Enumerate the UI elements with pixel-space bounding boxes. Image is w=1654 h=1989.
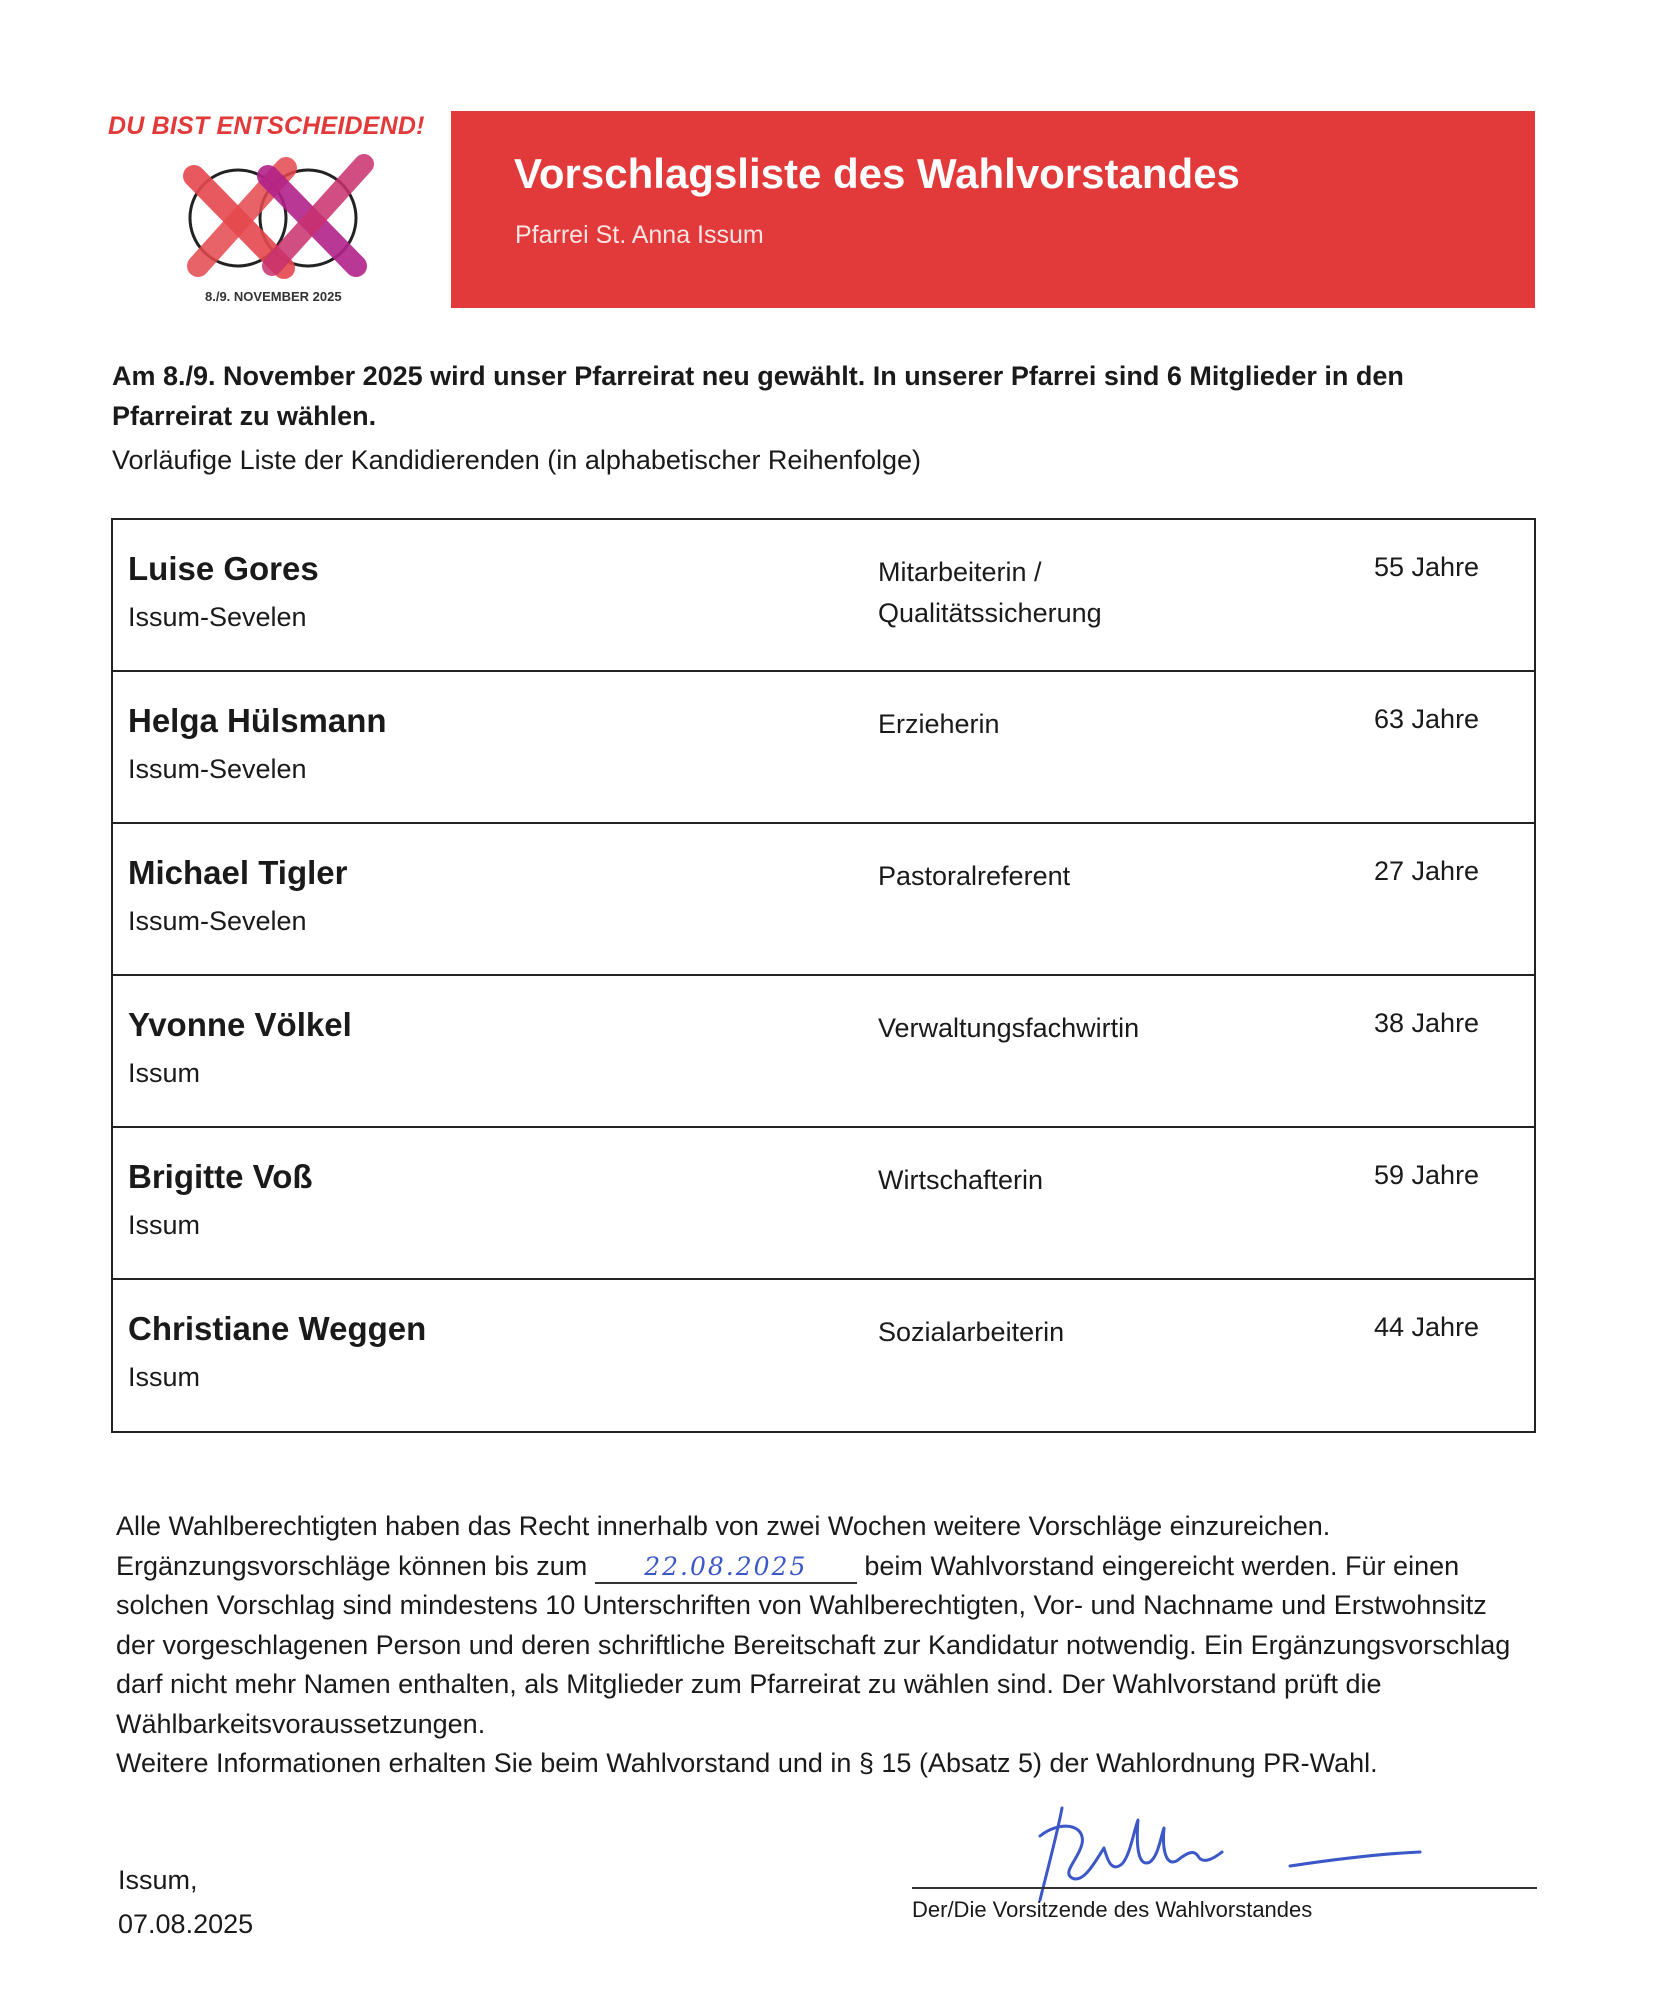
candidate-age: 59 Jahre xyxy=(1374,1160,1480,1190)
signature-loop-stroke xyxy=(1040,1820,1222,1879)
candidate-name: Yvonne Völkel xyxy=(128,1006,352,1043)
signature-tail-stroke xyxy=(1290,1852,1420,1866)
candidate-occupation: Pastoralreferent xyxy=(878,861,1071,891)
candidate-row xyxy=(113,1128,1534,1280)
candidate-row xyxy=(113,824,1534,976)
deadline-handwritten: 22.08.2025 xyxy=(644,1551,808,1581)
candidate-name: Christiane Weggen xyxy=(128,1310,427,1347)
candidate-name: Brigitte Voß xyxy=(128,1158,313,1195)
signature-caption: Der/Die Vorsitzende des Wahlvorstandes xyxy=(912,1897,1313,1922)
rules-right-text: Alle Wahlberechtigten haben das Recht innerhalb von zwei Wochen weitere Vorschläge einzureichen. xyxy=(116,1511,1331,1541)
candidate-age: 44 Jahre xyxy=(1374,1312,1480,1342)
rules-info-text: Weitere Informationen erhalten Sie beim Wahlvorstand und in § 15 (Absatz 5) der Wahlordnung PR-Wahl. xyxy=(116,1748,1378,1778)
candidate-occupation: Erzieherin xyxy=(878,709,1000,739)
page-title: Vorschlagsliste des Wahlvorstandes xyxy=(514,150,1240,197)
header-banner xyxy=(451,111,1535,308)
candidate-occupation: Verwaltungsfachwirtin xyxy=(878,1013,1140,1043)
candidate-place: Issum xyxy=(128,1362,201,1392)
candidate-age: 63 Jahre xyxy=(1374,704,1480,734)
logo-slogan: DU BIST ENTSCHEIDEND! xyxy=(108,112,425,140)
candidate-occupation: Sozialarbeiterin xyxy=(878,1317,1065,1347)
issue-date: 07.08.2025 xyxy=(118,1909,254,1939)
candidate-name: Michael Tigler xyxy=(128,854,348,891)
candidate-age: 27 Jahre xyxy=(1374,856,1480,886)
deadline-field xyxy=(595,1551,857,1584)
submission-rules xyxy=(116,1507,1526,1784)
parish-subtitle: Pfarrei St. Anna Issum xyxy=(515,221,764,249)
candidate-row xyxy=(113,976,1534,1128)
candidate-age: 38 Jahre xyxy=(1374,1008,1480,1038)
candidate-row xyxy=(113,672,1534,824)
candidate-row xyxy=(113,520,1534,672)
double-x-election-logo-icon xyxy=(176,148,376,286)
candidate-place: Issum-Sevelen xyxy=(128,602,307,632)
candidate-name: Luise Gores xyxy=(128,550,319,587)
rules-deadline-prefix: Ergänzungsvorschläge können bis zum xyxy=(116,1550,588,1581)
signature-line xyxy=(912,1887,1537,1889)
candidate-age: 55 Jahre xyxy=(1374,552,1480,582)
candidate-place: Issum-Sevelen xyxy=(128,906,307,936)
candidate-occupation: Wirtschafterin xyxy=(878,1165,1044,1195)
candidate-place: Issum xyxy=(128,1210,201,1240)
candidate-table xyxy=(111,518,1536,1433)
place: Issum, xyxy=(118,1865,198,1895)
candidate-place: Issum-Sevelen xyxy=(128,754,307,784)
list-note: Vorläufige Liste der Kandidierenden (in alphabetischer Reihenfolge) xyxy=(112,445,922,475)
candidate-place: Issum xyxy=(128,1058,201,1088)
candidate-occupation: Mitarbeiterin / Qualitätssicherung xyxy=(878,557,1102,628)
place-date-block xyxy=(118,1858,253,1946)
candidate-row xyxy=(113,1280,1534,1432)
election-statement: Am 8./9. November 2025 wird unser Pfarreirat neu gewählt. In unserer Pfarrei sind 6 Mitglieder in den Pfarreirat zu wählen. xyxy=(112,361,1404,431)
logo-date: 8./9. NOVEMBER 2025 xyxy=(205,289,342,304)
candidate-name: Helga Hülsmann xyxy=(128,702,387,739)
rules-requirements-text: beim Wahlvorstand eingereicht werden. Für einen solchen Vorschlag sind mindestens 10 Unterschriften von Wahlberechtigten, Vor- und Nachname und Erstwohnsitz der vorgeschlagenen Person und deren schriftliche Bereitschaft zur Kandidatur notwendig. Ein Ergänzungsvorschlag darf nicht mehr Namen enthalten, als Mitglieder zum Pfarreirat zu wählen sind. Der Wahlvorstand prüft die Wählbarkeitsvoraussetzungen. xyxy=(116,1550,1511,1739)
